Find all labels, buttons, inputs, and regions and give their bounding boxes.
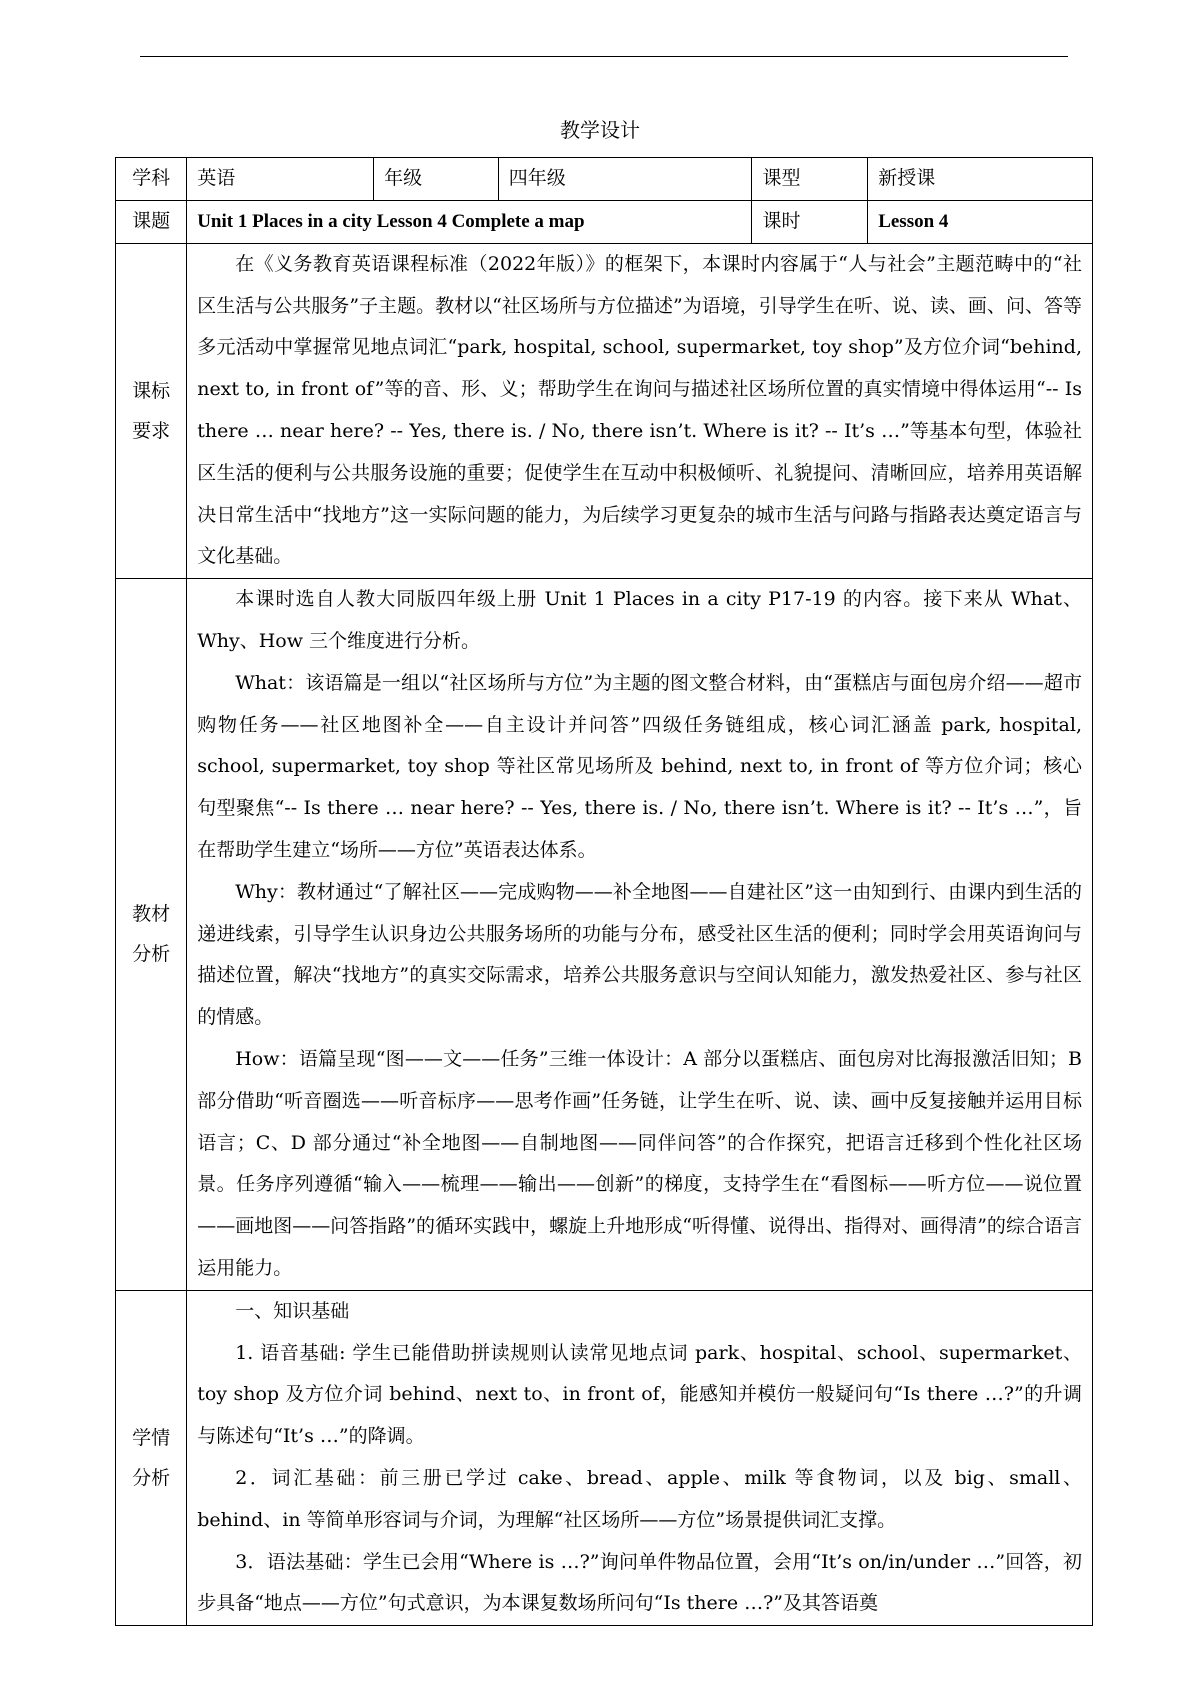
textbook-label-line1: 教材 bbox=[132, 903, 171, 926]
learners-content bbox=[187, 1290, 1093, 1625]
learners-item-grammar: 3．语法基础：学生已会用“Where is …?”询问单件物品位置，会用“It’s on/in/under …”回答，初步具备“地点——方位”句式意识，为本课复数场所问句“Is there …?”及其答语奠 bbox=[197, 1550, 1082, 1615]
curriculum-label-line1: 课标 bbox=[132, 379, 171, 402]
subject-label: 学科 bbox=[116, 158, 187, 201]
learners-heading: 一、知识基础 bbox=[235, 1299, 350, 1322]
textbook-why-paragraph: Why：教材通过“了解社区——完成购物——补全地图——自建社区”这一由知到行、由课内到生活的递进线索，引导学生认识身边公共服务场所的功能与分布，感受社区生活的便利；同时学会用英语询问与描述位置，解决“找地方”的真实交际需求，培养公共服务意识与空间认知能力，激发热爱社区、参与社区的情感。 bbox=[197, 880, 1082, 1029]
textbook-intro-paragraph: 本课时选自人教大同版四年级上册 Unit 1 Places in a city P17-19 的内容。接下来从 What、Why、How 三个维度进行分析。 bbox=[197, 588, 1082, 652]
period-label: 课时 bbox=[752, 200, 868, 243]
document-title: 教学设计 bbox=[560, 118, 640, 142]
table-row-learners bbox=[116, 1290, 1093, 1625]
header-rule bbox=[140, 56, 1068, 57]
table-row-basic-info bbox=[116, 158, 1093, 201]
textbook-content bbox=[187, 579, 1093, 1291]
grade-label: 年级 bbox=[374, 158, 499, 201]
table-row-topic bbox=[116, 200, 1093, 243]
learners-item-phonics: 1. 语音基础: 学生已能借助拼读规则认读常见地点词 park、hospital、school、supermarket、toy shop 及方位介词 behind、next to、in front of，能感知并模仿一般疑问句“Is there …?”的升调与陈述句“It’s …”的降调。 bbox=[197, 1341, 1082, 1448]
period-value: Lesson 4 bbox=[868, 200, 1093, 243]
subject-value: 英语 bbox=[187, 158, 374, 201]
curriculum-content bbox=[187, 243, 1093, 578]
learners-label bbox=[116, 1290, 187, 1625]
learners-label-line2: 分析 bbox=[132, 1466, 171, 1489]
lesson-type-value: 新授课 bbox=[868, 158, 1093, 201]
textbook-what-paragraph: What：该语篇是一组以“社区场所与方位”为主题的图文整合材料，由“蛋糕店与面包房介绍——超市购物任务——社区地图补全——自主设计并问答”四级任务链组成，核心词汇涵盖 park, hospital, school, supermarket, toy shop 等社区常见场所及 behind, next to, in front of 等方位介词；核心句型聚焦“-- Is there … near here? -- Yes, there is. / No, there isn’t. Where is it? -- It’s …”，旨在帮助学生建立“场所——方位”英语表达体系。 bbox=[197, 671, 1082, 861]
topic-value: Unit 1 Places in a city Lesson 4 Complete a map bbox=[187, 200, 752, 243]
table-row-textbook bbox=[116, 579, 1093, 1291]
table-row-curriculum bbox=[116, 243, 1093, 578]
learners-label-line1: 学情 bbox=[132, 1426, 171, 1449]
textbook-label-line2: 分析 bbox=[132, 943, 171, 966]
grade-value: 四年级 bbox=[498, 158, 752, 201]
textbook-how-paragraph: How：语篇呈现“图——文——任务”三维一体设计：A 部分以蛋糕店、面包房对比海报激活旧知；B 部分借助“听音圈选——听音标序——思考作画”任务链，让学生在听、说、读、画中反复接触并运用目标语言；C、D 部分通过“补全地图——自制地图——同伴问答”的合作探究，把语言迁移到个性化社区场景。任务序列遵循“输入——梳理——输出——创新”的梯度，支持学生在“看图标——听方位——说位置——画地图——问答指路”的循环实践中，螺旋上升地形成“听得懂、说得出、指得对、画得清”的综合语言运用能力。 bbox=[197, 1047, 1082, 1279]
curriculum-label bbox=[116, 243, 187, 578]
lesson-plan-table bbox=[115, 157, 1093, 1626]
topic-label: 课题 bbox=[116, 200, 187, 243]
lesson-type-label: 课型 bbox=[752, 158, 868, 201]
curriculum-paragraph: 在《义务教育英语课程标准（2022年版）》的框架下，本课时内容属于“人与社会”主题范畴中的“社区生活与公共服务”子主题。教材以“社区场所与方位描述”为语境，引导学生在听、说、读、画、问、答等多元活动中掌握常见地点词汇“park, hospital, school, supermarket, toy shop”及方位介词“behind, next to, in front of”等的音、形、义；帮助学生在询问与描述社区场所位置的真实情境中得体运用“-- Is there … near here? -- Yes, there is. / No, there isn’t. Where is it? -- It’s …”等基本句型，体验社区生活的便利与公共服务设施的重要；促使学生在互动中积极倾听、礼貌提问、清晰回应，培养用英语解决日常生活中“找地方”这一实际问题的能力，为后续学习更复杂的城市生活与问路与指路表达奠定语言与文化基础。 bbox=[197, 252, 1082, 568]
curriculum-label-line2: 要求 bbox=[132, 419, 171, 442]
learners-item-vocabulary: 2．词汇基础：前三册已学过 cake、bread、apple、milk 等食物词，以及 big、small、behind、in 等简单形容词与介词，为理解“社区场所——方位”场景提供词汇支撑。 bbox=[197, 1466, 1082, 1531]
textbook-label bbox=[116, 579, 187, 1291]
